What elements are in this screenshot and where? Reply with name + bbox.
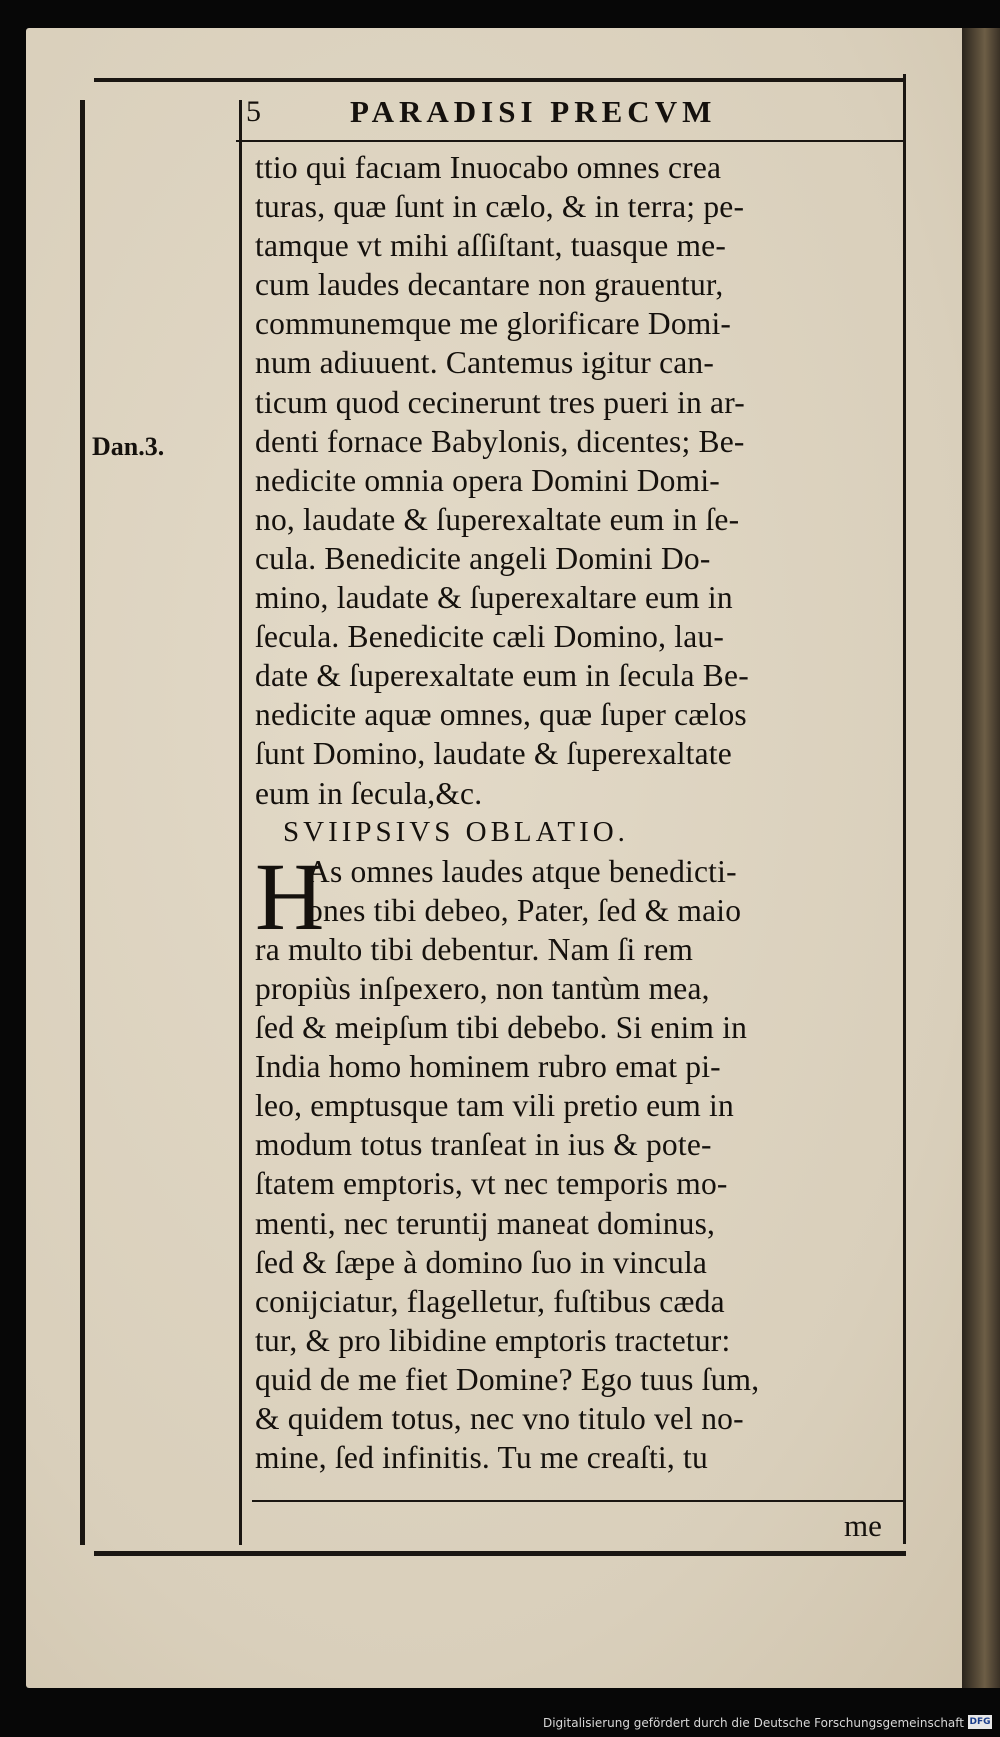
text-line: mine, ſed infinitis. Tu me creaſti, tu (255, 1440, 708, 1476)
top-rule (94, 78, 906, 82)
text-line: ſunt Domino, laudate & ſuperexaltate (255, 736, 732, 772)
text-line: As omnes laudes atque benedicti- (307, 853, 737, 889)
header-rule (236, 140, 906, 142)
catchword: me (844, 1508, 882, 1543)
text-line: ſecula. Benedicite cæli Domino, lau- (255, 619, 725, 655)
text-line: communemque me glorificare Domi- (255, 306, 732, 342)
text-line: & quidem totus, nec vno titulo vel no- (255, 1401, 744, 1436)
text-line: quid de me fiet Domine? Ego tuus ſum, (255, 1361, 760, 1397)
text-line: num adiuuent. Cantemus igitur can- (255, 345, 715, 381)
bottom-rule (94, 1551, 906, 1556)
text-line: turas, quæ ſunt in cælo, & in terra; pe- (255, 189, 745, 225)
text-line: no, laudate & ſuperexaltate eum in ſe- (255, 501, 740, 537)
outer-left-rule (80, 100, 85, 1545)
page-number: 5 (246, 95, 261, 128)
text-line: cum laudes decantare non grauentur, (255, 267, 724, 303)
footer-rule (252, 1500, 904, 1502)
text-line: ttio qui facıam Inuocabo omnes crea (255, 150, 722, 185)
text-line: nedicite omnia opera Domini Domi- (255, 462, 720, 498)
text-line: ſtatem emptoris, vt nec temporis mo- (255, 1166, 728, 1202)
text-line: ſed & ſæpe à domino ſuo in vincula (255, 1244, 708, 1280)
body-text (255, 148, 905, 1477)
text-line: leo, emptusque tam vili pretio eum in (255, 1088, 734, 1124)
margin-note: Dan.3. (92, 432, 165, 461)
text-line: ſed & meipſum tibi debebo. Si enim in (255, 1010, 748, 1046)
running-title: PARADISI PRECVM (350, 94, 717, 129)
text-line: mino, laudate & ſuperexaltare eum in (255, 580, 733, 616)
text-line: menti, nec teruntij maneat dominus, (255, 1205, 716, 1241)
text-line: ticum quod cecinerunt tres pueri in ar- (255, 384, 745, 420)
text-line: cula. Benedicite angeli Domini Do- (255, 540, 711, 576)
text-line: date & ſuperexaltate eum in ſecula Be- (255, 658, 749, 694)
text-line: tamque vt mihi aſſiſtant, tuasque me- (255, 228, 727, 264)
initial-capital: H (255, 843, 325, 950)
text-line: eum in ſecula,&c. (255, 775, 483, 811)
text-line: India homo hominem rubro emat pi- (255, 1049, 721, 1085)
running-head (246, 88, 806, 136)
inner-left-rule (239, 100, 242, 1545)
page-edge (962, 28, 1000, 1688)
text-line: denti fornace Babylonis, dicentes; Be- (255, 423, 745, 459)
section-heading: SVIIPSIVS OBLATIO. (283, 815, 629, 848)
text-line: tur, & pro libidine emptoris tractetur: (255, 1322, 731, 1358)
text-line: modum totus tranſeat in ius & pote- (255, 1127, 712, 1163)
text-line: propiùs inſpexero, non tantùm mea, (255, 970, 710, 1006)
text-line: conijciatur, flagelletur, fuſtibus cæda (255, 1283, 725, 1319)
footer-credit: Digitalisierung gefördert durch die Deutsche Forschungsgemeinschaft (542, 1716, 964, 1730)
text-line: ra multo tibi debentur. Nam ſi rem (255, 931, 694, 967)
dfg-logo: DFG (969, 1717, 991, 1727)
text-line: nedicite aquæ omnes, quæ ſuper cælos (255, 697, 747, 733)
text-line: ones tibi debeo, Pater, ſed & maio (307, 892, 742, 928)
